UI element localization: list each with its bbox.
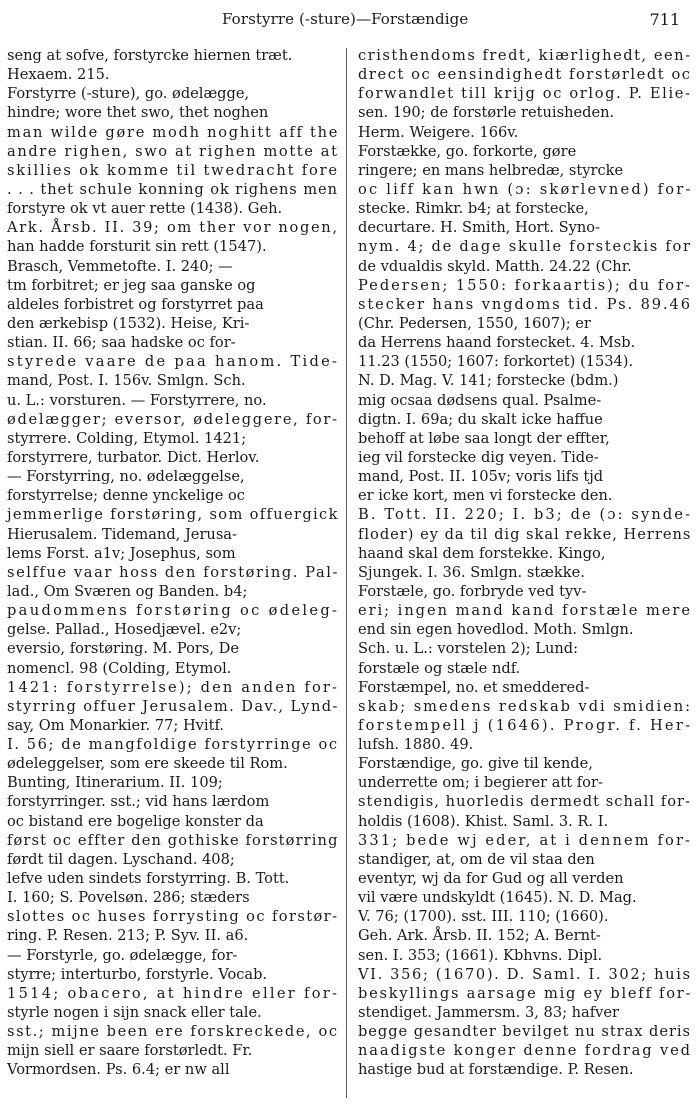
text-line (7, 525, 337, 544)
text-line (358, 582, 690, 601)
text-line (7, 869, 337, 888)
text-line (7, 1041, 337, 1060)
text-line (358, 639, 690, 658)
text-line (7, 601, 340, 620)
text-line-content: Hierusalem. Tidemand, Jerusa- (7, 525, 237, 543)
text-line (7, 199, 337, 218)
text-line (7, 888, 337, 907)
text-line (7, 659, 337, 678)
text-line-content: Sch. u. L.: vorstelen 2); Lund: (358, 640, 579, 658)
text-line (7, 563, 340, 582)
text-line (7, 218, 337, 237)
text-line-content: sen. 190; de forstørle retuisheden. (358, 104, 615, 122)
text-line-content: den ærkebisp (1532). Heise, Kri- (7, 314, 250, 332)
text-line (7, 103, 337, 122)
text-line-content: lems Forst. a1v; Josephus, som (7, 544, 236, 562)
text-line (358, 84, 690, 103)
text-line-content: forstyre ok vt auer rette (1438). Geh. (7, 200, 283, 218)
text-line-content: begge gesandter bevilget nu strax deris (358, 1023, 691, 1041)
text-line-content: hastige bud at forstændige. P. Resen. (358, 1061, 634, 1079)
text-line-content: ødeleggelser, som ere skeede til Rom. (7, 755, 288, 773)
text-line (7, 333, 337, 352)
text-line (358, 276, 690, 295)
text-line (7, 276, 337, 295)
text-line (358, 391, 690, 410)
text-line-content: ieg vil forstecke dig veyen. Tide- (358, 448, 599, 466)
text-line (358, 773, 690, 792)
text-line-content: naadigste konger denne fordrag ved (358, 1042, 692, 1060)
text-line-content: V. 76; (1700). sst. III. 110; (1660). (358, 908, 609, 926)
text-line-content: nym. 4; de dage skulle forsteckis for (358, 238, 692, 256)
text-line-content: eversio, forstøring. M. Pors, De (7, 640, 239, 658)
text-line-content: Brasch, Vemmetofte. I. 240; — (7, 257, 233, 275)
text-line (7, 792, 337, 811)
text-line (358, 525, 690, 544)
text-line (7, 295, 337, 314)
text-line-content: styrrere. Colding, Etymol. 1421; (7, 429, 247, 447)
text-line (358, 1003, 690, 1022)
text-line (358, 869, 690, 888)
text-line-content: Forstæle, go. forbryde ved tyv- (358, 582, 587, 600)
text-line (358, 831, 693, 850)
text-line (358, 65, 690, 84)
text-line (7, 161, 337, 180)
text-line-content: lefve uden sindets forstyrring. B. Tott. (7, 870, 290, 888)
text-line (358, 1060, 690, 1079)
text-line-content: styrre; interturbo, forstyrle. Vocab. (7, 965, 268, 983)
text-line-content: selffue vaar hoss den forstøring. Pal- (7, 563, 340, 581)
text-line (358, 199, 690, 218)
text-line-content: Geh. Ark. Årsb. II. 152; A. Bernt- (358, 927, 601, 945)
text-line (358, 352, 690, 371)
text-line (358, 103, 690, 122)
text-line (358, 371, 690, 390)
text-line (7, 429, 337, 448)
text-line (7, 1060, 337, 1079)
text-line (358, 123, 690, 142)
text-line-content: lad., Om Sværen og Banden. b4; (7, 582, 248, 600)
text-line (7, 257, 337, 276)
text-line-content: sen. I. 353; (1661). Kbhvns. Dipl. (358, 946, 603, 964)
text-line-content: forwandlet till krijg oc orlog. P. Elie- (358, 85, 692, 103)
text-line-content: ødelægger; eversor, ødeleggere, for- (7, 410, 339, 428)
text-line-content: forstyrrelse; denne ynckelige oc (7, 487, 245, 505)
text-line-content: oc liff kan hwn (ɔ: skørlevned) for- (358, 180, 693, 198)
text-line (7, 142, 337, 161)
text-line (358, 563, 690, 582)
text-line-content: digtn. I. 69a; du skalt icke haffue (358, 410, 603, 428)
text-line-content: stecke. Rimkr. b4; at forstecke, (358, 200, 589, 218)
text-line-content: end sin egen hovedlod. Moth. Smlgn. (358, 621, 634, 639)
text-line (7, 391, 337, 410)
text-line (358, 467, 690, 486)
text-line (358, 1041, 690, 1060)
text-line-content: Hexaem. 215. (7, 66, 110, 84)
text-line (358, 946, 690, 965)
text-line (7, 926, 337, 945)
text-line (358, 486, 690, 505)
text-line-content: skab; smedens redskab vdi smidien: (358, 697, 692, 715)
text-line-content: andre righen, swo at righen motte at (7, 142, 339, 160)
text-line (7, 1003, 337, 1022)
text-line-content: underrette om; i begierer att for- (358, 774, 603, 792)
text-line-content: I. 160; S. Povelsøn. 286; stæders (7, 889, 250, 907)
text-line (7, 620, 337, 639)
text-line (358, 678, 690, 697)
text-line (358, 410, 690, 429)
text-line (7, 46, 337, 65)
text-line-content: styrle nogen i sijn snack eller tale. (7, 1004, 262, 1022)
text-line-content: B. Tott. II. 220; I. b3; de (ɔ: synde- (358, 506, 693, 524)
running-head: Forstyrre (-sture)—Forstændige (222, 10, 469, 28)
text-line (358, 620, 690, 639)
text-line-content: man wilde gøre modh noghitt aff the (7, 123, 340, 141)
text-line-content: Sjungek. I. 36. Smlgn. stække. (358, 563, 585, 581)
text-line-content: holdis (1608). Khist. Saml. 3. R. I. (358, 812, 609, 830)
text-line-content: vil være undskyldt (1645). N. D. Mag. (358, 889, 637, 907)
text-line-content: 331; bede wj eder, at i dennem for- (358, 831, 693, 849)
text-line-content: da Herrens haand forstecket. 4. Msb. (358, 334, 636, 352)
text-line-content: say, Om Monarkier. 77; Hvitf. (7, 716, 224, 734)
text-line-content: cristhendoms fredt, kiærlighedt, een- (358, 47, 692, 64)
text-line (358, 333, 690, 352)
text-line-content: — Forstyrle, go. ødelægge, for- (7, 946, 238, 964)
text-line (7, 716, 337, 735)
text-line (7, 754, 337, 773)
text-line-content: 1421: forstyrrelse); den anden for- (7, 678, 340, 696)
text-line (358, 257, 690, 276)
text-line-content: oc bistand ere bogelige konster da (7, 812, 264, 830)
text-line-content: paudommens forstøring oc ødeleg- (7, 602, 340, 620)
text-line (358, 984, 693, 1003)
text-line (358, 180, 693, 199)
text-line-content: Ark. Årsb. II. 39; om ther vor nogen, (7, 219, 339, 237)
text-line-content: Bunting, Itinerarium. II. 109; (7, 774, 223, 792)
text-line (7, 371, 337, 390)
text-line-content: . . . thet schule konning ok righens men (7, 180, 338, 198)
text-line-content: eventyr, wj da for Gud og all verden (358, 870, 624, 888)
text-line (358, 46, 690, 65)
text-line-content: beskyllings aarsage mig ey bleff for- (358, 984, 693, 1002)
text-line-content: tm forbitret; er jeg saa ganske og (7, 276, 256, 294)
text-line-content: Pedersen; 1550: forkaartis); du for- (358, 276, 692, 294)
page-header (0, 8, 700, 30)
text-line-content: floder) ey da til dig skal rekke, Herrens (358, 525, 692, 543)
text-line (7, 582, 337, 601)
text-line (7, 639, 337, 658)
text-line (7, 812, 337, 831)
text-line-content: forstæle og stæle ndf. (358, 659, 521, 677)
text-line-content: — Forstyrring, no. ødelæggelse, (7, 468, 245, 486)
text-line-content: mig ocsaa dødsens qual. Psalme- (358, 391, 602, 409)
text-line-content: Forstyrre (-sture), go. ødelægge, (7, 85, 250, 103)
text-line (358, 429, 690, 448)
text-line (358, 697, 690, 716)
text-line (358, 812, 690, 831)
text-line (7, 773, 337, 792)
text-line-content: ringere; en mans helbredæ, styrcke (358, 161, 624, 179)
text-line (7, 1022, 337, 1041)
text-line (7, 65, 337, 84)
text-line (7, 84, 337, 103)
text-line (358, 926, 690, 945)
text-line-content: nomencl. 98 (Colding, Etymol. (7, 659, 232, 677)
text-line-content: Forstæmpel, no. et smeddered- (358, 678, 590, 696)
text-line (358, 544, 690, 563)
text-line (358, 142, 690, 161)
text-line-content: forstempell j (1646). Progr. f. Her- (358, 716, 693, 734)
text-line (7, 965, 337, 984)
text-line-content: de vdualdis skyld. Matth. 24.22 (Chr. (358, 257, 632, 275)
text-line (7, 678, 340, 697)
text-line-content: Herm. Weigere. 166v. (358, 123, 519, 141)
text-line-content: mand, Post. I. 156v. Smlgn. Sch. (7, 372, 246, 390)
text-line-content: Vormordsen. Ps. 6.4; er nw all (7, 1061, 230, 1079)
text-line-content: forstyrrere, turbator. Dict. Herlov. (7, 448, 260, 466)
text-line (7, 486, 337, 505)
text-line (358, 850, 690, 869)
text-line-content: stendigis, huorledis dermedt schall for- (358, 793, 692, 811)
text-line (7, 946, 337, 965)
text-line-content: stecker hans vngdoms tid. Ps. 89.46 (358, 295, 692, 313)
text-line (358, 218, 690, 237)
text-line-content: drect oc eensindighedt forstørledt oc (358, 66, 692, 84)
text-line (358, 161, 690, 180)
text-line-content: I. 56; de mangfoldige forstyrringe oc (7, 736, 339, 754)
text-line (7, 180, 337, 199)
text-line (358, 735, 690, 754)
text-line (7, 505, 337, 524)
text-line-content: eri; ingen mand kand forstæle mere (358, 602, 692, 620)
left-column (7, 46, 340, 1080)
text-line-content: styrede vaare de paa hanom. Tide- (7, 353, 340, 371)
text-line-content: Forstændige, go. give til kende, (358, 755, 593, 773)
text-line-content: slottes oc huses forrysting oc forstør- (7, 908, 339, 926)
text-line-content: stian. II. 66; saa hadske oc for- (7, 334, 236, 352)
text-line (7, 410, 337, 429)
text-line (358, 314, 690, 333)
text-line-content: N. D. Mag. V. 141; forstecke (bdm.) (358, 372, 619, 390)
text-line-content: (Chr. Pedersen, 1550, 1607); er (358, 314, 591, 332)
text-line (358, 888, 690, 907)
text-line (358, 792, 690, 811)
text-line-content: først oc effter den gothiske forstørring (7, 831, 339, 849)
text-line-content: han hadde forsturit sin rett (1547). (7, 238, 267, 256)
text-line-content: aldeles forbistret og forstyrret paa (7, 295, 264, 313)
text-line-content: ring. P. Resen. 213; P. Syv. II. a6. (7, 927, 249, 945)
text-line-content: styrring offuer Jerusalem. Dav., Lynd- (7, 697, 339, 715)
page-number: 711 (649, 10, 680, 29)
text-line-content: 11.23 (1550; 1607: forkortet) (1534). (358, 353, 634, 371)
text-line (7, 984, 340, 1003)
text-line (7, 735, 337, 754)
text-line-content: standiger, at, om de vil staa den (358, 850, 595, 868)
text-line (7, 544, 337, 563)
text-line (358, 237, 690, 256)
text-line-content: er icke kort, men vi forstecke den. (358, 487, 613, 505)
text-line-content: stendiget. Jammersm. 3, 83; hafver (358, 1004, 620, 1022)
text-line (7, 831, 337, 850)
right-column (358, 46, 693, 1080)
text-line (7, 467, 337, 486)
text-line-content: lufsh. 1880. 49. (358, 736, 474, 754)
text-line (7, 352, 340, 371)
text-line-content: førdt til dagen. Lyschand. 408; (7, 850, 235, 868)
text-line (358, 965, 690, 984)
text-line (358, 505, 693, 524)
text-line (7, 237, 337, 256)
text-line-content: jemmerlige forstøring, som offuergick (7, 506, 339, 524)
text-line-content: 1514; obacero, at hindre eller for- (7, 984, 340, 1002)
text-line-content: hindre; wore thet swo, thet noghen (7, 104, 269, 122)
text-line-content: gelse. Pallad., Hosedjævel. e2v; (7, 621, 242, 639)
text-line-content: sst.; mijne been ere forskreckede, oc (7, 1023, 339, 1041)
text-line-content: behoff at løbe saa longt der effter, (358, 429, 610, 447)
text-line (7, 850, 337, 869)
text-line (358, 448, 690, 467)
text-line-content: u. L.: vorsturen. — Forstyrrere, no. (7, 391, 267, 409)
text-line (7, 448, 337, 467)
text-line-content: mand, Post. II. 105v; voris lifs tjd (358, 468, 604, 486)
text-line-content: Forstække, go. forkorte, gøre (358, 142, 577, 160)
column-divider (346, 48, 347, 1098)
text-line-content: forstyrringer. sst.; vid hans lærdom (7, 793, 270, 811)
text-line-content: decurtare. H. Smith, Hort. Syno- (358, 219, 601, 237)
text-line (7, 907, 337, 926)
text-line-content: seng at sofve, forstyrcke hiernen træt. (7, 47, 293, 64)
text-line (358, 601, 690, 620)
text-line-content: haand skal dem forstekke. Kingo, (358, 544, 606, 562)
text-line (7, 697, 337, 716)
text-line-content: mijn siell er saare forstørledt. Fr. (7, 1042, 253, 1060)
text-line (358, 1022, 690, 1041)
text-line (358, 659, 690, 678)
text-line (358, 716, 693, 735)
text-line (358, 295, 690, 314)
text-line-content: skillies ok komme til twedracht fore (7, 161, 339, 179)
text-line (358, 907, 690, 926)
text-line-content: VI. 356; (1670). D. Saml. I. 302; huis (358, 965, 692, 983)
text-line (7, 314, 337, 333)
text-line (358, 754, 690, 773)
text-line (7, 123, 340, 142)
